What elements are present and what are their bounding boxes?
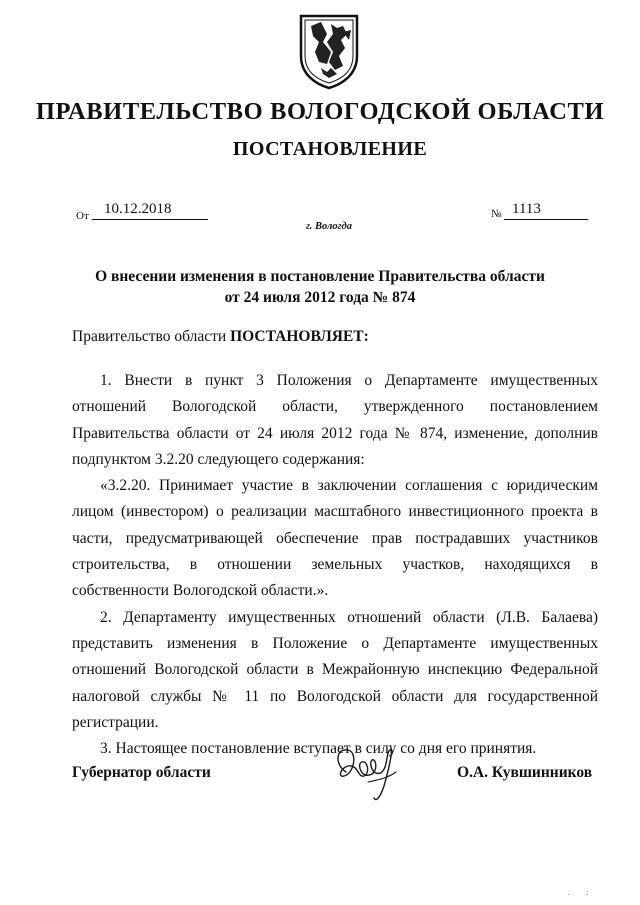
signatory-position: Губернатор области [72,764,211,781]
signature-mark [328,742,418,802]
paragraph-quote: «3.2.20. Принимает участие в заключении соглашения с юридическим лицом (инвестором) о реализации масштабного инвестиционного проекта в части, предусматривающей обеспечение прав пострадавших участников строительства, в отношении земельных участков, находящихся в собственности Вологодской области.». [72,477,598,600]
document-number: 1113 [504,200,588,220]
number-label: № [491,208,502,220]
signatory-name: О.А. Кувшинников [457,764,593,781]
coat-of-arms-icon [297,12,361,90]
document-type: ПОСТАНОВЛЕНИЕ [232,138,428,160]
document-heading [60,266,580,308]
corner-marks: . : [568,888,593,897]
preamble-verb: ПОСТАНОВЛЯЕТ: [230,328,369,345]
document-date: 10.12.2018 [92,200,208,220]
heading-line-2: от 24 июля 2012 года № 874 [224,289,416,306]
paragraph-2: 2. Департаменту имущественных отношений области (Л.В. Балаева) представить изменения в Положение о Департаменте имущественных отношений Вологодской области в Межрайонную инспекцию Федеральной налоговой службы № 11 по Вологодской области для государственной регистрации. [72,608,598,731]
preamble-prefix: Правительство области [72,328,231,345]
date-label: От [76,210,89,222]
paragraph-3: 3. Настоящее постановление вступает в силу со дня его принятия. [100,740,537,758]
document-body [72,368,598,762]
organization-title: ПРАВИТЕЛЬСТВО ВОЛОГОДСКОЙ ОБЛАСТИ [35,98,605,125]
preamble [72,328,369,346]
paragraph-1: 1. Внести в пункт 3 Положения о Департаменте имущественных отношений Вологодской области, утвержденного постановлением Правительства области от 24 июля 2012 года № 874, изменение, дополнив подпунктом 3.2.20 следующего содержания: [72,372,598,468]
city-label: г. Вологда [306,221,352,232]
heading-line-1: О внесении изменения в постановление Правительства области [95,268,545,285]
